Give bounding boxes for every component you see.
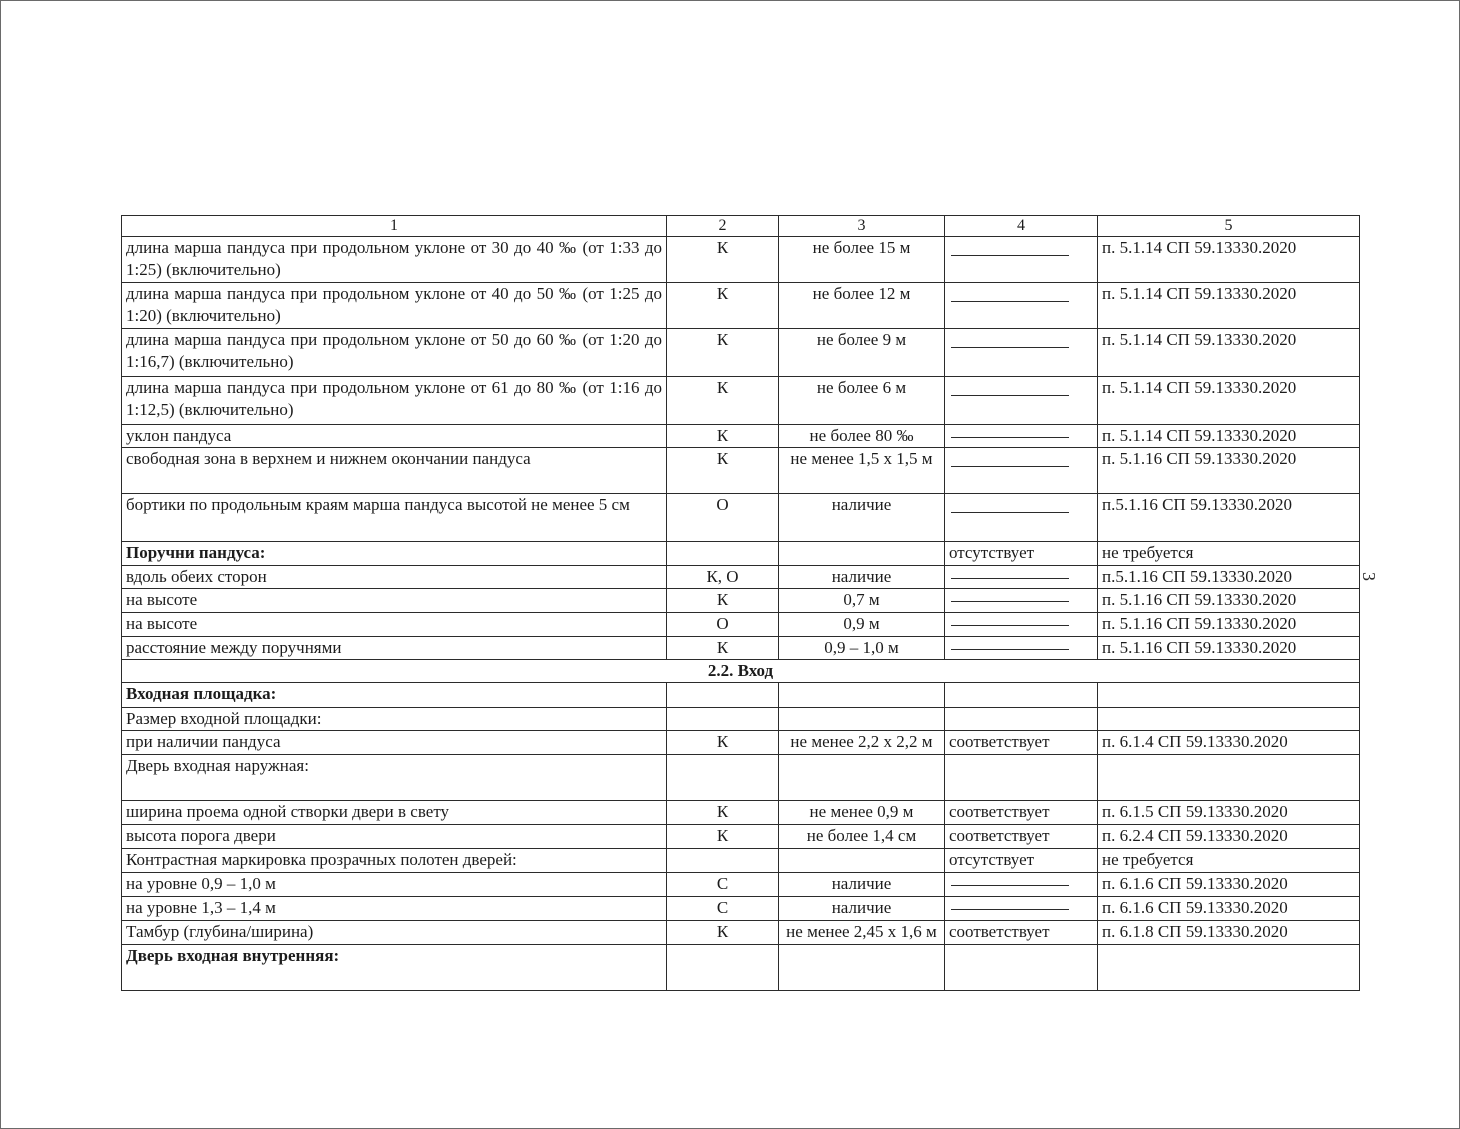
category-cell: К [667, 921, 779, 945]
category-cell: К [667, 425, 779, 448]
reference-cell: п. 6.2.4 СП 59.13330.2020 [1098, 825, 1360, 849]
norm-value-cell [779, 849, 945, 873]
reference-cell: п. 5.1.14 СП 59.13330.2020 [1098, 377, 1360, 425]
category-cell [667, 755, 779, 801]
category-cell: К [667, 637, 779, 660]
requirement-cell: на уровне 0,9 – 1,0 м [122, 873, 667, 897]
requirement-cell: высота порога двери [122, 825, 667, 849]
table-row [122, 589, 1360, 613]
table-header-row [122, 216, 1360, 237]
blank-line [951, 437, 1069, 438]
table-row [122, 897, 1360, 921]
reference-cell: п. 5.1.14 СП 59.13330.2020 [1098, 237, 1360, 283]
table-row [122, 566, 1360, 589]
norm-value-cell: не более 1,4 см [779, 825, 945, 849]
category-cell [667, 849, 779, 873]
norm-value-cell: не менее 2,2 х 2,2 м [779, 731, 945, 755]
table-row [122, 708, 1360, 731]
reference-cell: п. 6.1.6 СП 59.13330.2020 [1098, 897, 1360, 921]
section-title: 2.2. Вход [122, 660, 1360, 683]
requirement-cell: ширина проема одной створки двери в свету [122, 801, 667, 825]
requirement-cell: на высоте [122, 589, 667, 613]
table-row [122, 873, 1360, 897]
compliance-cell [945, 708, 1098, 731]
requirements-table [121, 215, 1360, 991]
norm-value-cell: наличие [779, 873, 945, 897]
requirement-cell: Дверь входная внутренняя: [122, 945, 667, 991]
blank-line [951, 255, 1069, 256]
reference-cell: п. 5.1.16 СП 59.13330.2020 [1098, 613, 1360, 637]
table-row [122, 613, 1360, 637]
reference-cell [1098, 945, 1360, 991]
compliance-cell [945, 637, 1098, 660]
requirement-cell: свободная зона в верхнем и нижнем окончании пандуса [122, 448, 667, 494]
header-cell: 5 [1098, 216, 1360, 237]
reference-cell: п. 5.1.16 СП 59.13330.2020 [1098, 589, 1360, 613]
compliance-cell [945, 425, 1098, 448]
section-row [122, 660, 1360, 683]
reference-cell: п. 6.1.8 СП 59.13330.2020 [1098, 921, 1360, 945]
table-row [122, 945, 1360, 991]
requirement-cell: длина марша пандуса при продольном уклоне от 40 до 50 ‰ (от 1:25 до 1:20) (включительно) [122, 283, 667, 329]
norm-value-cell: 0,7 м [779, 589, 945, 613]
table-row [122, 755, 1360, 801]
reference-cell: п. 5.1.16 СП 59.13330.2020 [1098, 448, 1360, 494]
blank-line [951, 301, 1069, 302]
compliance-cell: отсутствует [945, 542, 1098, 566]
requirement-cell: Размер входной площадки: [122, 708, 667, 731]
blank-line [951, 601, 1069, 602]
reference-cell: не требуется [1098, 849, 1360, 873]
reference-cell [1098, 755, 1360, 801]
table-row [122, 237, 1360, 283]
table-row [122, 849, 1360, 873]
category-cell: К [667, 731, 779, 755]
category-cell [667, 542, 779, 566]
reference-cell: п.5.1.16 СП 59.13330.2020 [1098, 566, 1360, 589]
norm-value-cell: наличие [779, 494, 945, 542]
requirement-cell: на высоте [122, 613, 667, 637]
table-row [122, 377, 1360, 425]
category-cell: К [667, 825, 779, 849]
blank-line [951, 625, 1069, 626]
reference-cell: п. 5.1.14 СП 59.13330.2020 [1098, 329, 1360, 377]
table-row [122, 683, 1360, 708]
compliance-cell: соответствует [945, 731, 1098, 755]
category-cell: С [667, 897, 779, 921]
compliance-cell: соответствует [945, 921, 1098, 945]
requirement-cell: длина марша пандуса при продольном уклоне от 30 до 40 ‰ (от 1:33 до 1:25) (включительно) [122, 237, 667, 283]
norm-value-cell: не более 6 м [779, 377, 945, 425]
table-row [122, 542, 1360, 566]
compliance-cell [945, 945, 1098, 991]
requirement-cell: Поручни пандуса: [122, 542, 667, 566]
requirement-cell: Тамбур (глубина/ширина) [122, 921, 667, 945]
compliance-cell [945, 755, 1098, 801]
compliance-cell: соответствует [945, 801, 1098, 825]
table-row [122, 494, 1360, 542]
reference-cell: п. 5.1.14 СП 59.13330.2020 [1098, 425, 1360, 448]
norm-value-cell [779, 945, 945, 991]
reference-cell [1098, 708, 1360, 731]
table-row [122, 448, 1360, 494]
reference-cell: п. 5.1.16 СП 59.13330.2020 [1098, 637, 1360, 660]
compliance-cell [945, 494, 1098, 542]
category-cell: К [667, 329, 779, 377]
blank-line [951, 578, 1069, 579]
blank-line [951, 885, 1069, 886]
category-cell: О [667, 494, 779, 542]
reference-cell: п. 6.1.6 СП 59.13330.2020 [1098, 873, 1360, 897]
compliance-cell [945, 329, 1098, 377]
norm-value-cell [779, 708, 945, 731]
requirement-cell: Входная площадка: [122, 683, 667, 708]
category-cell: О [667, 613, 779, 637]
table-row [122, 283, 1360, 329]
category-cell: К [667, 377, 779, 425]
reference-cell: п. 5.1.14 СП 59.13330.2020 [1098, 283, 1360, 329]
norm-value-cell: не менее 1,5 х 1,5 м [779, 448, 945, 494]
norm-value-cell: 0,9 м [779, 613, 945, 637]
blank-line [951, 347, 1069, 348]
category-cell: К [667, 283, 779, 329]
compliance-cell [945, 589, 1098, 613]
category-cell: К [667, 448, 779, 494]
category-cell: С [667, 873, 779, 897]
compliance-cell [945, 566, 1098, 589]
compliance-cell [945, 683, 1098, 708]
compliance-cell [945, 237, 1098, 283]
norm-value-cell [779, 755, 945, 801]
norm-value-cell: не менее 2,45 х 1,6 м [779, 921, 945, 945]
reference-cell: п. 6.1.4 СП 59.13330.2020 [1098, 731, 1360, 755]
requirement-cell: длина марша пандуса при продольном уклоне от 50 до 60 ‰ (от 1:20 до 1:16,7) (включительно) [122, 329, 667, 377]
category-cell: К, О [667, 566, 779, 589]
norm-value-cell: наличие [779, 897, 945, 921]
page-number: 3 [1359, 572, 1379, 581]
reference-cell: п. 6.1.5 СП 59.13330.2020 [1098, 801, 1360, 825]
reference-cell [1098, 683, 1360, 708]
blank-line [951, 395, 1069, 396]
table-row [122, 329, 1360, 377]
requirement-cell: Дверь входная наружная: [122, 755, 667, 801]
compliance-cell [945, 613, 1098, 637]
compliance-cell [945, 897, 1098, 921]
requirement-cell: уклон пандуса [122, 425, 667, 448]
category-cell: К [667, 801, 779, 825]
category-cell [667, 945, 779, 991]
compliance-cell: отсутствует [945, 849, 1098, 873]
norm-value-cell: не менее 0,9 м [779, 801, 945, 825]
blank-line [951, 466, 1069, 467]
compliance-cell [945, 377, 1098, 425]
reference-cell: не требуется [1098, 542, 1360, 566]
category-cell: К [667, 589, 779, 613]
table-row [122, 637, 1360, 660]
blank-line [951, 909, 1069, 910]
requirement-cell: бортики по продольным краям марша пандуса высотой не менее 5 см [122, 494, 667, 542]
category-cell [667, 683, 779, 708]
requirement-cell: при наличии пандуса [122, 731, 667, 755]
compliance-cell [945, 448, 1098, 494]
table-row [122, 921, 1360, 945]
header-cell: 3 [779, 216, 945, 237]
norm-value-cell: не более 12 м [779, 283, 945, 329]
requirement-cell: Контрастная маркировка прозрачных полотен дверей: [122, 849, 667, 873]
blank-line [951, 512, 1069, 513]
table-row [122, 731, 1360, 755]
requirement-cell: длина марша пандуса при продольном уклоне от 61 до 80 ‰ (от 1:16 до 1:12,5) (включительно) [122, 377, 667, 425]
norm-value-cell: 0,9 – 1,0 м [779, 637, 945, 660]
header-cell: 2 [667, 216, 779, 237]
blank-line [951, 649, 1069, 650]
norm-value-cell: не более 80 ‰ [779, 425, 945, 448]
table-row [122, 801, 1360, 825]
category-cell [667, 708, 779, 731]
requirement-cell: вдоль обеих сторон [122, 566, 667, 589]
table-row [122, 825, 1360, 849]
requirement-cell: на уровне 1,3 – 1,4 м [122, 897, 667, 921]
norm-value-cell [779, 683, 945, 708]
header-cell: 1 [122, 216, 667, 237]
norm-value-cell: наличие [779, 566, 945, 589]
norm-value-cell: не более 15 м [779, 237, 945, 283]
compliance-cell [945, 873, 1098, 897]
requirement-cell: расстояние между поручнями [122, 637, 667, 660]
reference-cell: п.5.1.16 СП 59.13330.2020 [1098, 494, 1360, 542]
header-cell: 4 [945, 216, 1098, 237]
norm-value-cell [779, 542, 945, 566]
table-row [122, 425, 1360, 448]
compliance-cell [945, 283, 1098, 329]
category-cell: К [667, 237, 779, 283]
norm-value-cell: не более 9 м [779, 329, 945, 377]
compliance-cell: соответствует [945, 825, 1098, 849]
